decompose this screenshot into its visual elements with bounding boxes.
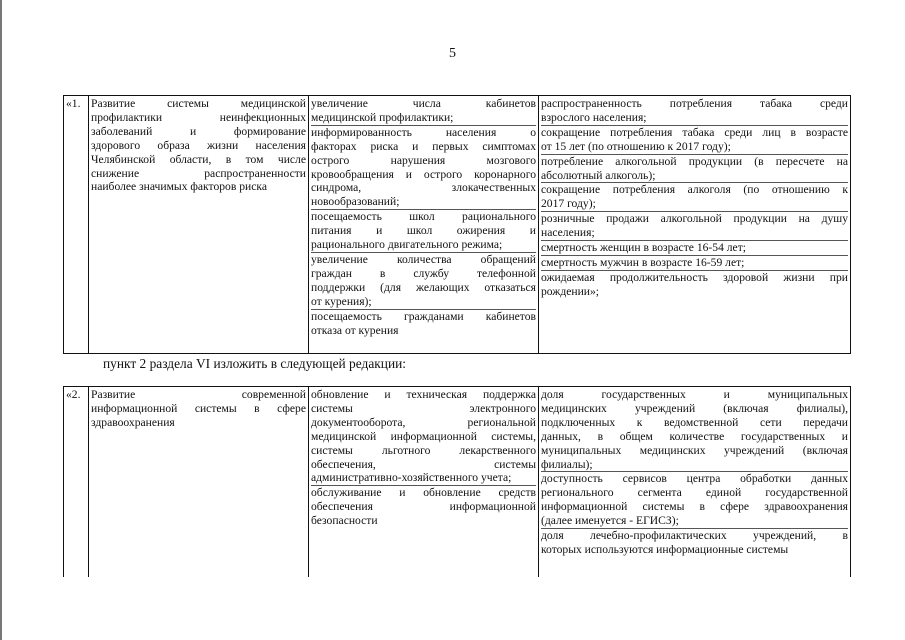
activities-cell [309,387,539,577]
text-line: снижение распространенности [91,166,306,180]
scan-edge-line [0,0,2,640]
text-line: обеспечения, системы [311,457,536,471]
text-line: заболеваний и формирование [91,124,306,138]
text-line: поддержки (для желающих отказаться [311,280,536,294]
text-line: абсолютный алкоголь); [541,168,656,182]
text-line: профилактики неинфекционных [91,110,306,124]
text-line: сокращение потребления алкоголя (по отношению к [541,183,848,197]
text-line: питания и школ ожирения и [311,224,536,238]
text-line: потребление алкогольной продукции (в пересчете на [541,154,848,168]
text-line: (далее именуется - ЕГИСЗ); [541,514,679,528]
text-line: посещаемость гражданами кабинетов [311,309,536,323]
text-line: доля лечебно-профилактических учреждений, в [541,529,848,543]
text-line: здорового образа жизни населения [91,138,306,152]
text-line: граждан в службу телефонной [311,266,536,280]
text-line: новообразований; [311,195,400,209]
text-line: от 15 лет (по отношению к 2017 году); [541,139,731,153]
text-line: увеличение числа кабинетов [311,97,536,110]
text-line: здравоохранения [91,415,175,429]
row-number: «1. [64,96,89,354]
text-line: кровообращения и острого коронарного [311,167,536,181]
text-line: Развитие системы медицинской [91,97,306,110]
text-line: посещаемость школ рационального [311,210,536,224]
text-line: населения; [541,226,595,240]
text-line: подключенных к ведомственной сети передачи [541,415,848,429]
text-line: документооборота, региональной [311,415,536,429]
text-line: рождении»; [541,284,599,298]
text-line: информационной системы в сфере [91,401,306,415]
text-line: данных, в общем количестве государственных и [541,429,848,443]
text-line: розничные продажи алкогольной продукции на душу [541,212,848,226]
text-line: медицинских учреждений (включая филиалы), [541,401,848,415]
activities-cell [309,96,539,354]
measure-title-cell [89,387,309,577]
text-line: факторах риска и первых симптомах [311,139,536,153]
text-line: Развитие современной [91,388,306,401]
text-line: острого нарушения мозгового [311,153,536,167]
text-line: доля государственных и муниципальных [541,388,848,401]
text-line: смертность женщин в возрасте 16-54 лет; [541,240,848,255]
amendment-note: пункт 2 раздела VI изложить в следующей редакции: [103,356,407,371]
table-row-1 [63,95,851,354]
text-line: отказа от курения [311,323,399,337]
text-line: филиалы); [541,457,593,471]
text-line: 2017 году); [541,197,596,211]
indicators-cell [539,387,851,577]
indicators-cell [539,96,851,354]
text-line: обслуживание и обновление средств [311,486,536,500]
text-line: административно-хозяйственного учета; [311,471,512,485]
text-line: медицинской информационной системы, [311,429,536,443]
row-number: «2. [64,387,89,577]
text-line: системы электронного [311,401,536,415]
text-line: сокращение потребления табака среди лиц в возрасте [541,125,848,139]
text-line: муниципальных медицинских учреждений (включая [541,443,848,457]
text-line: доступность сервисов центра обработки данных [541,472,848,486]
text-line: распространенность потребления табака среди [541,97,848,110]
text-line: наиболее значимых факторов риска [91,180,267,194]
text-line: системы льготного лекарственного [311,443,536,457]
text-line: регионального сегмента единой государственной [541,486,848,500]
text-line: обеспечения информационной [311,500,536,514]
text-line: от курения); [311,294,372,308]
text-line: синдрома, злокачественных [311,181,536,195]
text-line: обновление и техническая поддержка [311,388,536,401]
table-row-2 [63,386,851,577]
text-line: медицинской профилактики; [311,110,454,124]
page-number: 5 [449,46,456,61]
text-line: смертность мужчин в возрасте 16-59 лет; [541,255,848,270]
text-line: информированность населения о [311,125,536,139]
text-line: ожидаемая продолжительность здоровой жизни при [541,270,848,284]
text-line: взрослого населения; [541,110,647,124]
text-line: информационной системы в сфере здравоохранения [541,500,848,514]
text-line: безопасности [311,514,378,528]
text-line: рационального двигательного режима; [311,238,503,252]
measure-title-cell [89,96,309,354]
text-line: увеличение количества обращений [311,252,536,266]
text-line: которых используются информационные системы [541,542,789,556]
text-line: Челябинской области, в том числе [91,152,306,166]
